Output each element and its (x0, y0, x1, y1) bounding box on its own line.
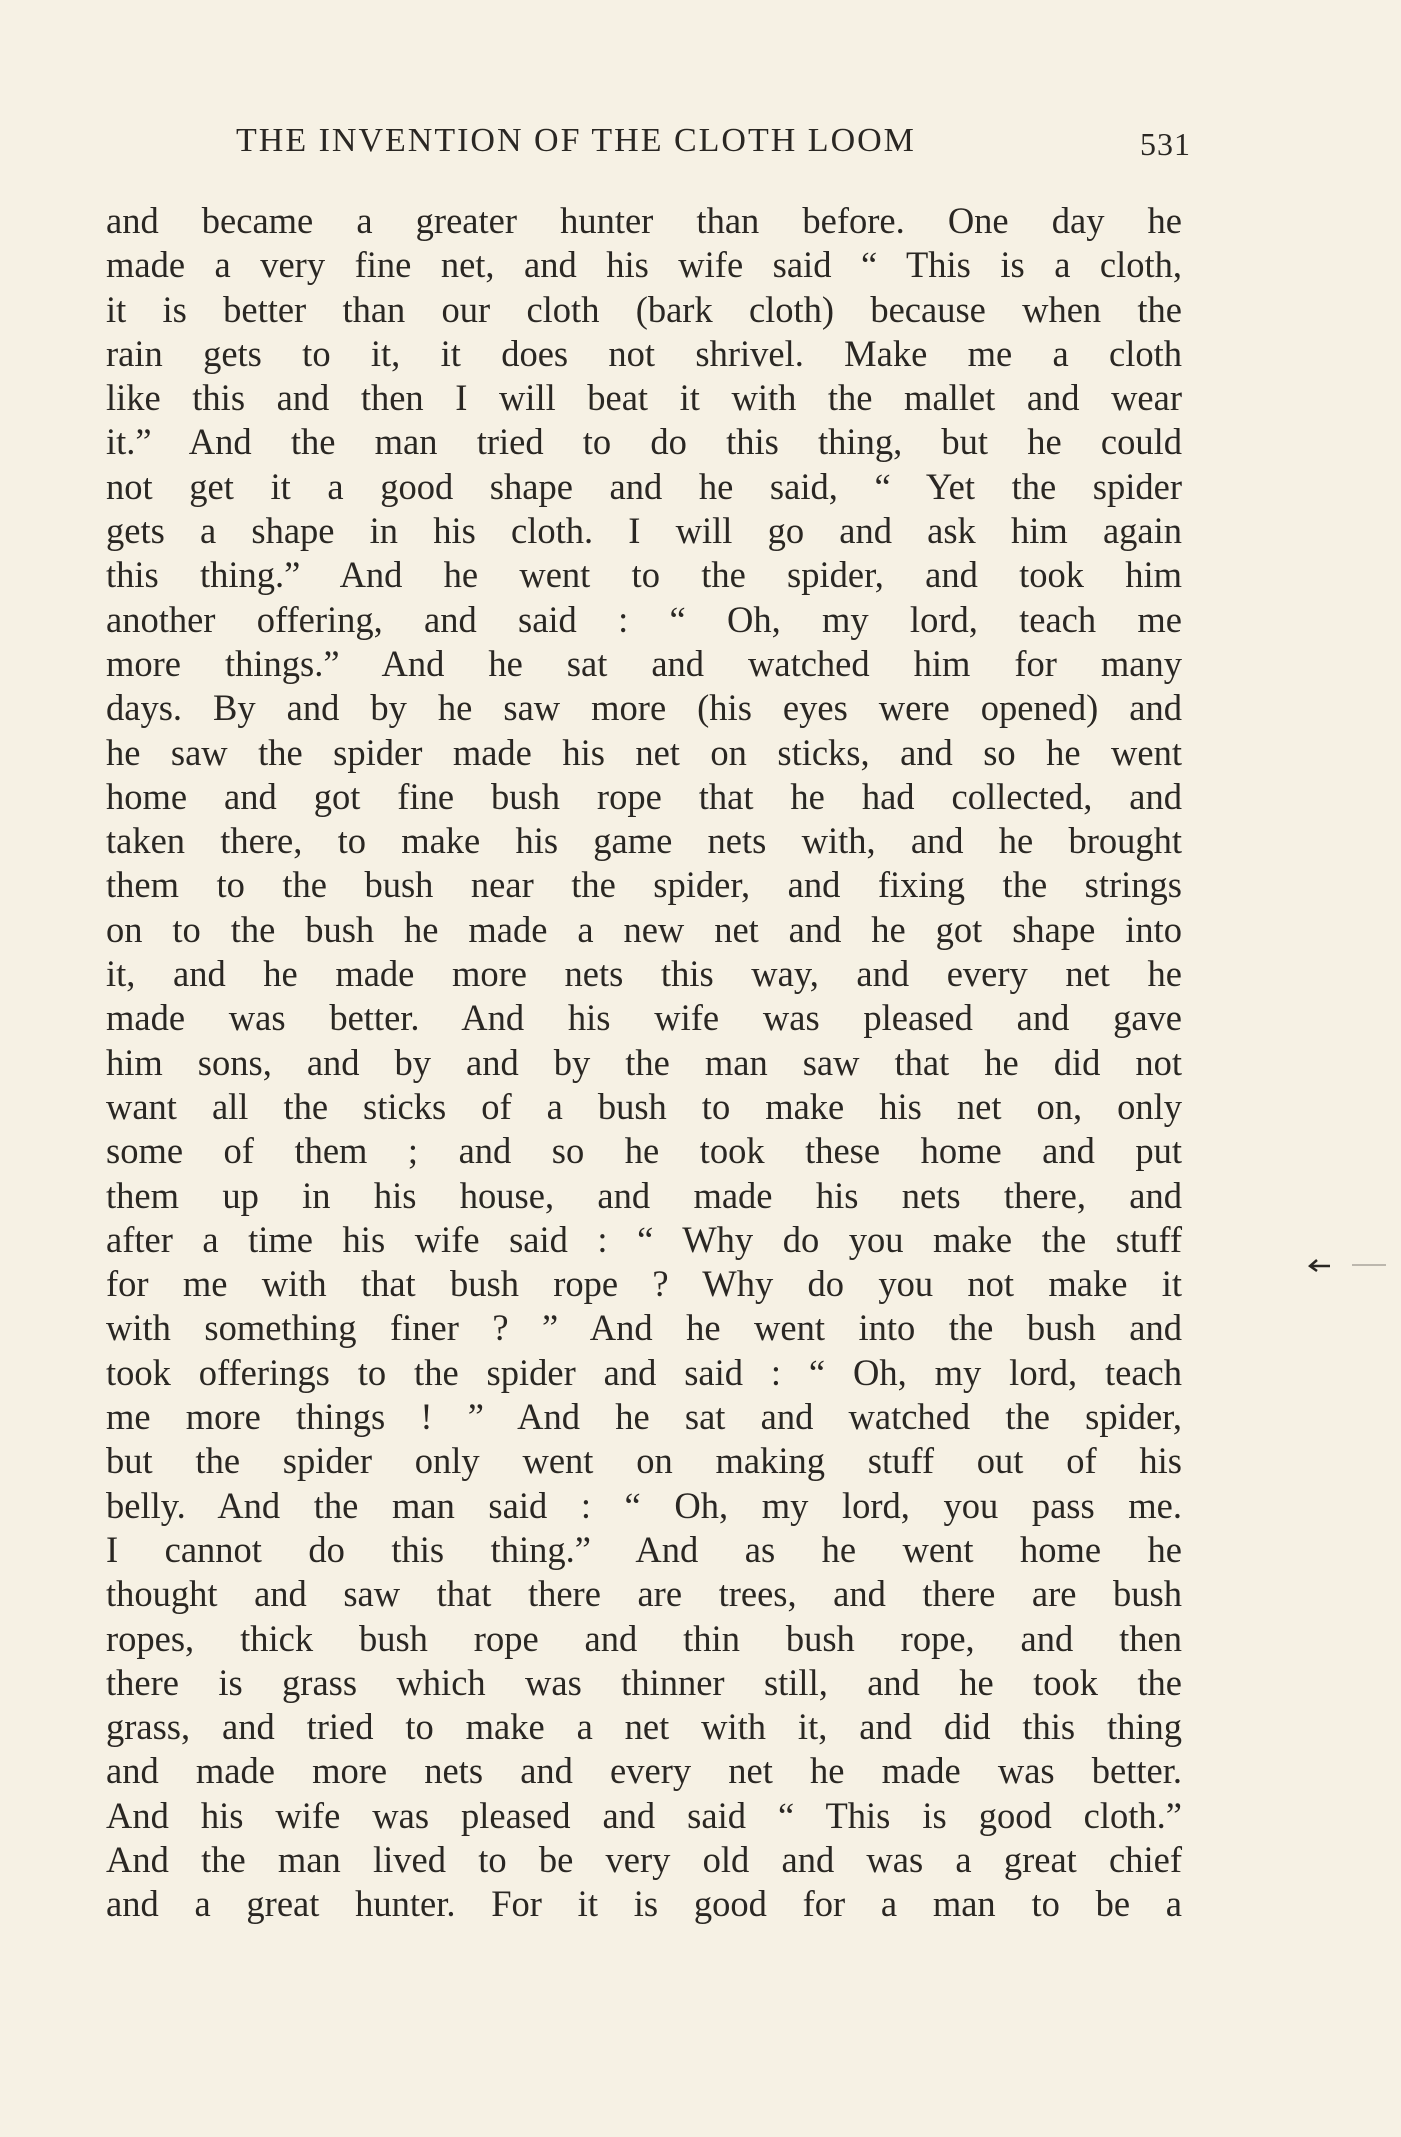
text-line: And the man lived to be very old and was a great chief (106, 1838, 1182, 1880)
text-line: some of them ; and so he took these home and put (106, 1130, 1182, 1172)
text-line: with something finer ? ” And he went into the bush and (106, 1307, 1182, 1349)
margin-arrow-icon (1308, 1256, 1388, 1276)
text-line: after a time his wife said : “ Why do you make the stuff (106, 1218, 1182, 1260)
text-line: on to the bush he made a new net and he got shape into (106, 908, 1182, 950)
text-line: him sons, and by and by the man saw that he did not (106, 1041, 1182, 1083)
text-line: and made more nets and every net he made was better. (106, 1750, 1182, 1792)
text-line: them to the bush near the spider, and fixing the strings (106, 864, 1182, 906)
body-text (106, 199, 1182, 1927)
text-line: he saw the spider made his net on sticks, and so he went (106, 731, 1182, 773)
text-line: another offering, and said : “ Oh, my lord, teach me (106, 598, 1182, 640)
text-line: them up in his house, and made his nets there, and (106, 1174, 1182, 1216)
text-line: it is better than our cloth (bark cloth) because when the (106, 288, 1182, 330)
text-line: there is grass which was thinner still, and he took the (106, 1661, 1182, 1703)
text-line: for me with that bush rope ? Why do you not make it (106, 1263, 1182, 1305)
text-line: but the spider only went on making stuff out of his (106, 1440, 1182, 1482)
chapter-title: THE INVENTION OF THE CLOTH LOOM (236, 122, 916, 159)
text-line: gets a shape in his cloth. I will go and ask him again (106, 510, 1182, 552)
text-line: made a very fine net, and his wife said “ This is a cloth, (106, 244, 1182, 286)
text-line: ropes, thick bush rope and thin bush rope, and then (106, 1617, 1182, 1659)
text-line: not get it a good shape and he said, “ Yet the spider (106, 465, 1182, 507)
text-line: and a great hunter. For it is good for a man to be a (106, 1883, 1182, 1925)
text-line: this thing.” And he went to the spider, and took him (106, 554, 1182, 596)
text-line: want all the sticks of a bush to make his net on, only (106, 1085, 1182, 1127)
text-line: me more things ! ” And he sat and watched the spider, (106, 1396, 1182, 1438)
text-line: grass, and tried to make a net with it, and did this thing (106, 1706, 1182, 1748)
text-line: took offerings to the spider and said : “ Oh, my lord, teach (106, 1351, 1182, 1393)
text-line: thought and saw that there are trees, and there are bush (106, 1573, 1182, 1615)
text-line: like this and then I will beat it with the mallet and wear (106, 377, 1182, 419)
text-line: I cannot do this thing.” And as he went home he (106, 1528, 1182, 1570)
page-number: 531 (1140, 126, 1191, 162)
text-line: rain gets to it, it does not shrivel. Make me a cloth (106, 332, 1182, 374)
text-line: belly. And the man said : “ Oh, my lord, you pass me. (106, 1484, 1182, 1526)
text-line: made was better. And his wife was pleased and gave (106, 997, 1182, 1039)
text-line: days. By and by he saw more (his eyes were opened) and (106, 687, 1182, 729)
text-line: it, and he made more nets this way, and every net he (106, 953, 1182, 995)
text-line: home and got fine bush rope that he had collected, and (106, 775, 1182, 817)
running-head (236, 122, 1191, 172)
text-line: it.” And the man tried to do this thing, but he could (106, 421, 1182, 463)
text-line: And his wife was pleased and said “ This is good cloth.” (106, 1794, 1182, 1836)
text-line: and became a greater hunter than before. One day he (106, 200, 1182, 241)
text-line: taken there, to make his game nets with, and he brought (106, 820, 1182, 862)
text-line: more things.” And he sat and watched him for many (106, 642, 1182, 684)
